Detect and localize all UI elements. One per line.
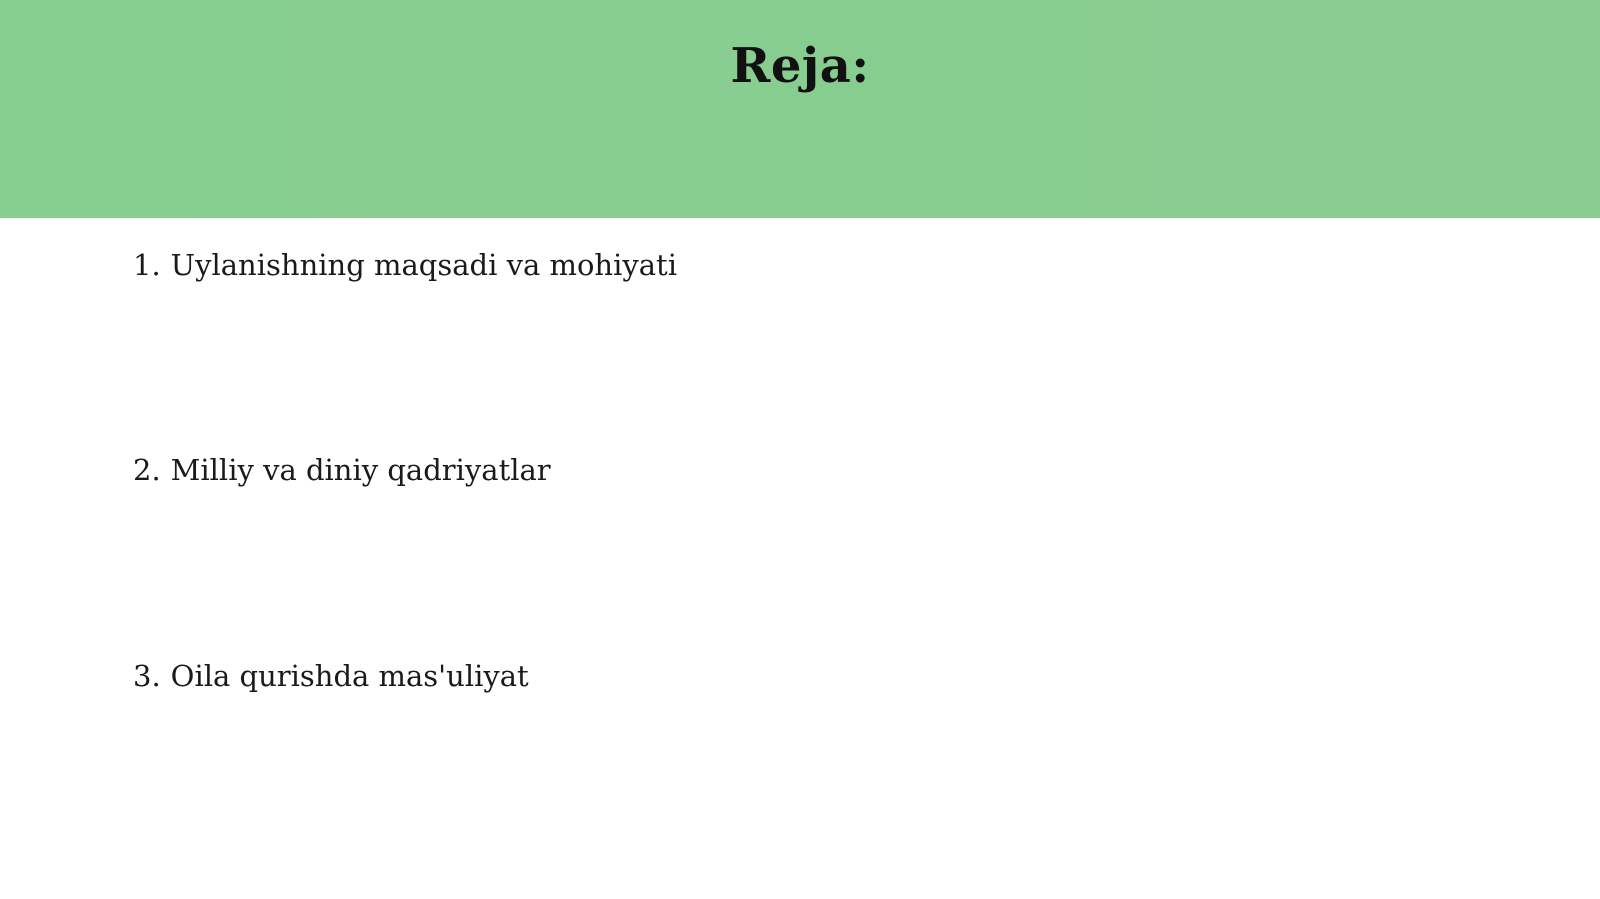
plan-item-number: 1. xyxy=(133,248,161,282)
plan-item-1 xyxy=(133,248,677,283)
plan-item-3 xyxy=(133,659,529,694)
plan-item-text: Milliy va diniy qadriyatlar xyxy=(170,453,551,487)
header-band xyxy=(0,0,1600,218)
slide-title: Reja: xyxy=(730,38,870,94)
plan-item-number: 3. xyxy=(133,659,161,693)
plan-item-number: 2. xyxy=(133,453,161,487)
plan-item-text: Uylanishning maqsadi va mohiyati xyxy=(170,248,677,282)
plan-item-2 xyxy=(133,453,551,488)
plan-item-text: Oila qurishda mas'uliyat xyxy=(170,659,529,693)
slide-content xyxy=(0,218,1600,899)
